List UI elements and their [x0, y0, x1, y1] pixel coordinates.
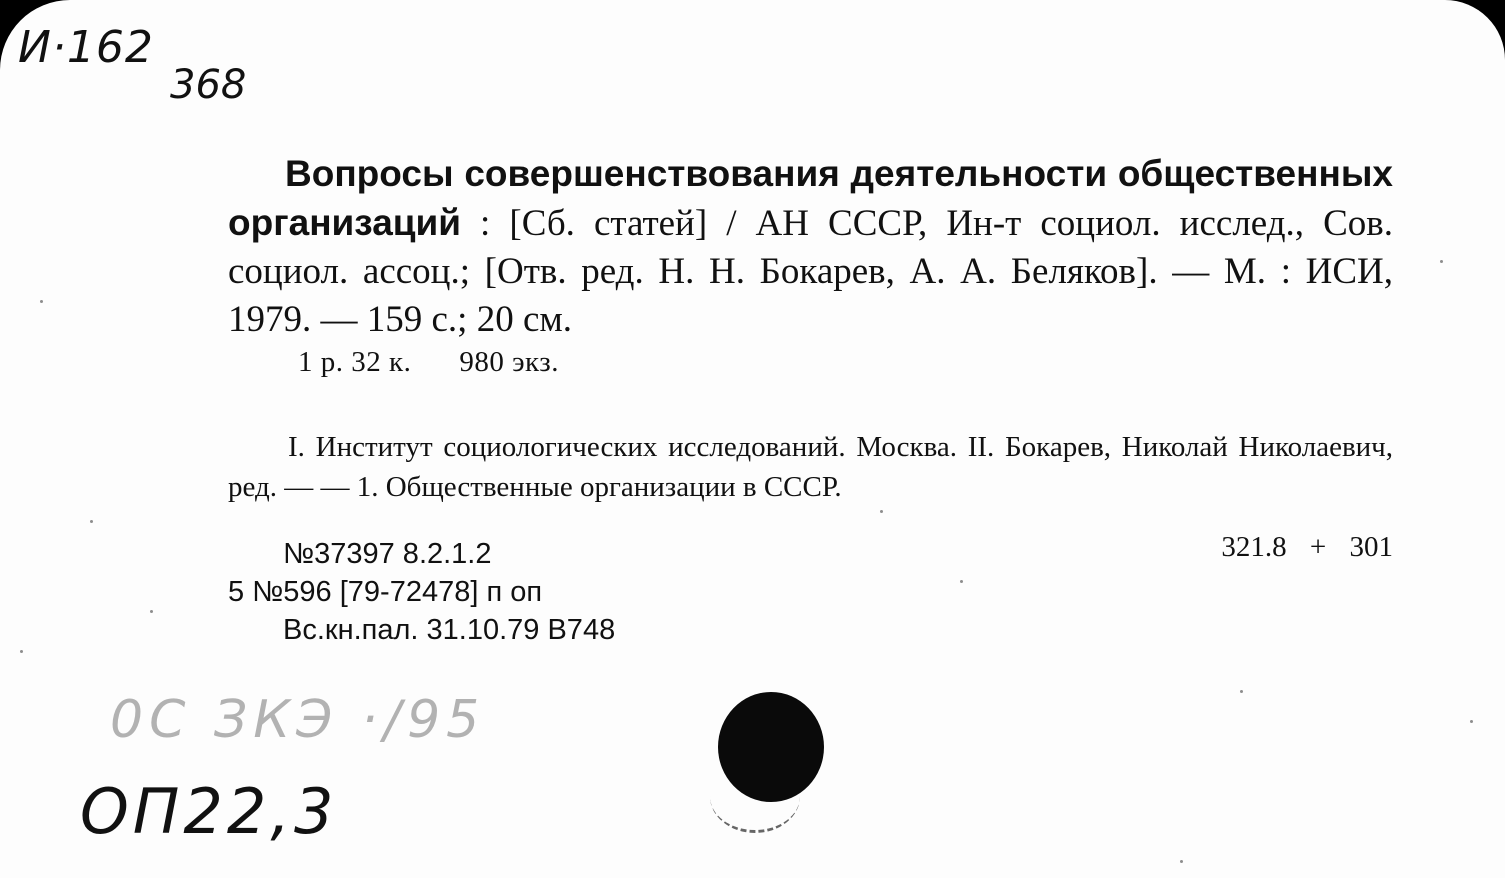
inventory-number: ОП22,3: [80, 775, 338, 848]
speck: [1180, 860, 1183, 863]
speck: [1240, 690, 1243, 693]
tech-line-2: 5 №596 [79-72478] п оп: [228, 576, 543, 608]
title-rest: : [Сб. статей] / АН СССР, Ин-т социол. исслед., Сов. социол. ассоц.; [Отв. ред. Н. Н. Бокарев, А. А. Беляков]. — М. : ИСИ, 1979. — 159 с.; 20 см.: [228, 203, 1393, 340]
bibliographic-description: [228, 150, 1393, 344]
speck: [1440, 260, 1443, 263]
tech-line-1: №37397 8.2.1.2: [283, 538, 492, 570]
speck: [40, 300, 43, 303]
speck: [20, 650, 23, 653]
classification: 321.8 + 301: [1221, 531, 1393, 563]
technical-data: [228, 535, 615, 649]
shelf-mark: И·162: [18, 22, 154, 73]
copies: 980 экз.: [459, 346, 559, 378]
punch-arc-trace: [710, 760, 800, 833]
tech-line-3: Вс.кн.пал. 31.10.79 В748: [283, 614, 616, 646]
added-entries: I. Институт социологических исследований. Москва. II. Бокарев, Николай Николаевич, ред. — — 1. Общественные организации в СССР.: [228, 431, 1393, 503]
shelf-mark-sub: 368: [170, 62, 247, 108]
speck: [150, 610, 153, 613]
price-line: [298, 346, 1393, 379]
price: 1 р. 32 к.: [298, 346, 412, 378]
speck: [90, 520, 93, 523]
faded-handwritten-note: 0С ЗКЭ ·/95: [110, 690, 486, 750]
speck: [960, 580, 963, 583]
card-body: [228, 150, 1393, 564]
title-lead: Вопросы совершенствования деятельности общественных организаций: [228, 153, 1393, 243]
speck: [1470, 720, 1473, 723]
